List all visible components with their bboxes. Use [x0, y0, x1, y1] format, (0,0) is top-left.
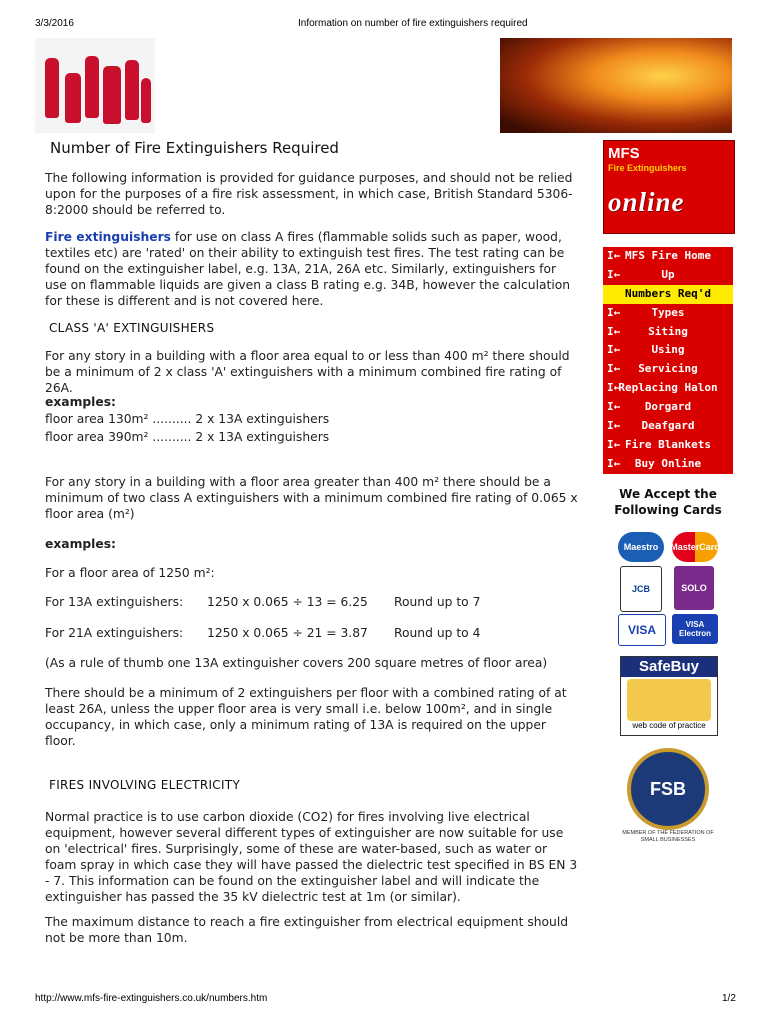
nav-arrow-icon: I← — [607, 456, 621, 470]
calc-21a-round: Round up to 4 — [394, 626, 481, 640]
nav-item-label: Fire Blankets — [624, 437, 712, 451]
nav-item-label: Using — [651, 343, 685, 357]
nav-item-label: Buy Online — [634, 456, 702, 470]
visa-electron-card-icon: VISA Electron — [672, 614, 718, 644]
nav-arrow-icon: I← — [607, 249, 621, 262]
calc-21a-label: For 21A extinguishers: — [45, 626, 184, 640]
floor-area-line: For a floor area of 1250 m²: — [45, 566, 215, 580]
nav-item-home[interactable] — [603, 247, 733, 266]
nav-arrow-icon: I← — [607, 437, 621, 451]
nav-arrow-icon: I← — [607, 362, 621, 376]
example-1: floor area 130m² .......... 2 x 13A extinguishers — [45, 412, 330, 426]
calc-13a-label: For 13A extinguishers: — [45, 595, 184, 609]
nav-item-label: Up — [661, 267, 675, 281]
cards-title-line-2: Following Cards — [614, 503, 722, 517]
nav-item-label: Types — [651, 305, 685, 319]
nav-item-replacing-halon[interactable] — [603, 379, 733, 398]
fsb-caption: MEMBER OF THE FEDERATION OF SMALL BUSINESSES — [622, 830, 714, 843]
calc-13a-round: Round up to 7 — [394, 595, 481, 609]
nav-item-label: Dorgard — [644, 400, 692, 414]
mfs-online-logo[interactable] — [603, 140, 735, 234]
logo-tagline: Fire Extinguishers — [608, 163, 687, 173]
class-a-paragraph-1: For any story in a building with a floor area equal to or less than 400 m² there should be a minimum of 2 x class 'A' extinguishers with a minimum combined fire rating of 26A. — [45, 349, 570, 395]
print-date: 3/3/2016 — [35, 18, 74, 29]
print-url: http://www.mfs-fire-extinguishers.co.uk/numbers.htm — [35, 993, 268, 1004]
nav-item-label: Deafgard — [641, 419, 695, 433]
nav-item-servicing[interactable] — [603, 360, 733, 379]
example-2: floor area 390m² .......... 2 x 13A extinguishers — [45, 430, 330, 444]
nav-arrow-icon: I← — [607, 267, 621, 281]
logo-word: online — [608, 187, 685, 217]
electricity-paragraph-2: The maximum distance to reach a fire extinguisher from electrical equipment should not be more than 10m. — [45, 915, 569, 945]
minimum-two-paragraph: There should be a minimum of 2 extinguishers per floor with a combined rating of at least 26A, unless the upper floor area is very small i.e. below 100m², and in single occupancy, in which case, only a minimum rating of 13A is required on the upper floor. — [45, 686, 567, 748]
nav-arrow-icon: I← — [607, 419, 621, 433]
examples-label-1: examples: — [45, 395, 116, 409]
handshake-icon — [627, 679, 711, 721]
extinguishers-image — [35, 38, 155, 133]
class-a-heading: CLASS 'A' EXTINGUISHERS — [49, 321, 215, 335]
maestro-card-icon: Maestro — [618, 532, 664, 562]
flames-image — [500, 38, 732, 133]
jcb-card-icon: JCB — [620, 566, 662, 612]
nav-arrow-icon: I← — [607, 381, 621, 395]
logo-brand: MFS — [608, 145, 640, 162]
nav-item-label: Servicing — [638, 362, 698, 376]
fire-extinguishers-link[interactable]: Fire extinguishers — [45, 230, 171, 244]
cards-title — [603, 486, 733, 518]
nav-item-label: Siting — [648, 324, 688, 338]
rating-paragraph-text: for use on class A fires (flammable solids such as paper, wood, textiles etc) are 'rated' on their ability to extinguish test fires. The test rating can be found on the extinguisher label, e.g. 13A, 21A, 26A etc. Similarly, extinguishers for use on flammable liquids are given a class B rating e.g. 34B, however the calculation for these is different and is not covered here. — [45, 230, 571, 308]
nav-item-numbers[interactable] — [603, 285, 733, 304]
calc-row-21a — [45, 625, 580, 641]
electricity-paragraph-1: Normal practice is to use carbon dioxide (CO2) for fires involving live electrical equipment, however several different types of extinguisher are now suitable for use on 'electrical' fires. Surprisingly, some of these are water-based, such as water or foam spray in which case they will have passed the dielectric test specified in BS EN 3 - 7. This information can be found on the extinguisher label and will indicate the extinguisher has passed the 35 kV dielectric test at 1m (or similar). — [45, 810, 578, 904]
nav-arrow-icon: I← — [607, 400, 621, 414]
nav-item-label: MFS Fire Home — [624, 249, 712, 262]
nav-item-up[interactable] — [603, 266, 733, 285]
nav-item-deafgard[interactable] — [603, 417, 733, 436]
solo-card-icon: SOLO — [674, 566, 714, 610]
cards-title-line-1: We Accept the — [619, 487, 717, 501]
calc-21a-formula: 1250 x 0.065 ÷ 21 = 3.87 — [207, 626, 368, 640]
mastercard-card-icon: MasterCard — [672, 532, 718, 562]
nav-item-buy-online[interactable] — [603, 455, 733, 474]
nav-item-using[interactable] — [603, 341, 733, 360]
class-a-paragraph-2: For any story in a building with a floor area greater than 400 m² there should be a minimum of two class A extinguishers with a minimum combined fire rating of 0.065 x floor area (m²) — [45, 475, 578, 521]
examples-label-2: examples: — [45, 537, 116, 551]
safebuy-subtitle: web code of practice — [632, 721, 706, 730]
nav-item-label: Numbers Req'd — [624, 286, 712, 300]
rule-of-thumb: (As a rule of thumb one 13A extinguisher covers 200 square metres of floor area) — [45, 656, 548, 670]
nav-item-types[interactable] — [603, 304, 733, 323]
nav-item-siting[interactable] — [603, 323, 733, 342]
visa-card-icon: VISA — [618, 614, 666, 646]
nav-arrow-icon: I← — [607, 324, 621, 338]
sidebar-nav — [603, 247, 733, 474]
electricity-heading: FIRES INVOLVING ELECTRICITY — [49, 778, 241, 792]
calc-13a-formula: 1250 x 0.065 ÷ 13 = 6.25 — [207, 595, 368, 609]
safebuy-badge[interactable] — [620, 656, 718, 736]
nav-item-dorgard[interactable] — [603, 398, 733, 417]
rating-paragraph — [45, 229, 580, 309]
intro-paragraph: The following information is provided for guidance purposes, and should not be relied upon for the purposes of a fire risk assessment, in which case, British Standard 5306-8:2000 should be referred to. — [45, 171, 573, 217]
safebuy-title: SafeBuy — [621, 657, 717, 677]
print-page-title: Information on number of fire extinguishers required — [298, 18, 528, 29]
nav-item-label: Replacing Halon — [618, 381, 718, 395]
nav-item-fire-blankets[interactable] — [603, 436, 733, 455]
nav-arrow-icon: I← — [607, 343, 621, 357]
nav-arrow-icon: I← — [607, 305, 621, 319]
fsb-badge[interactable]: FSB — [627, 748, 709, 830]
page-title: Number of Fire Extinguishers Required — [50, 139, 339, 157]
calc-row-13a — [45, 594, 580, 610]
print-page-number: 1/2 — [722, 993, 736, 1004]
